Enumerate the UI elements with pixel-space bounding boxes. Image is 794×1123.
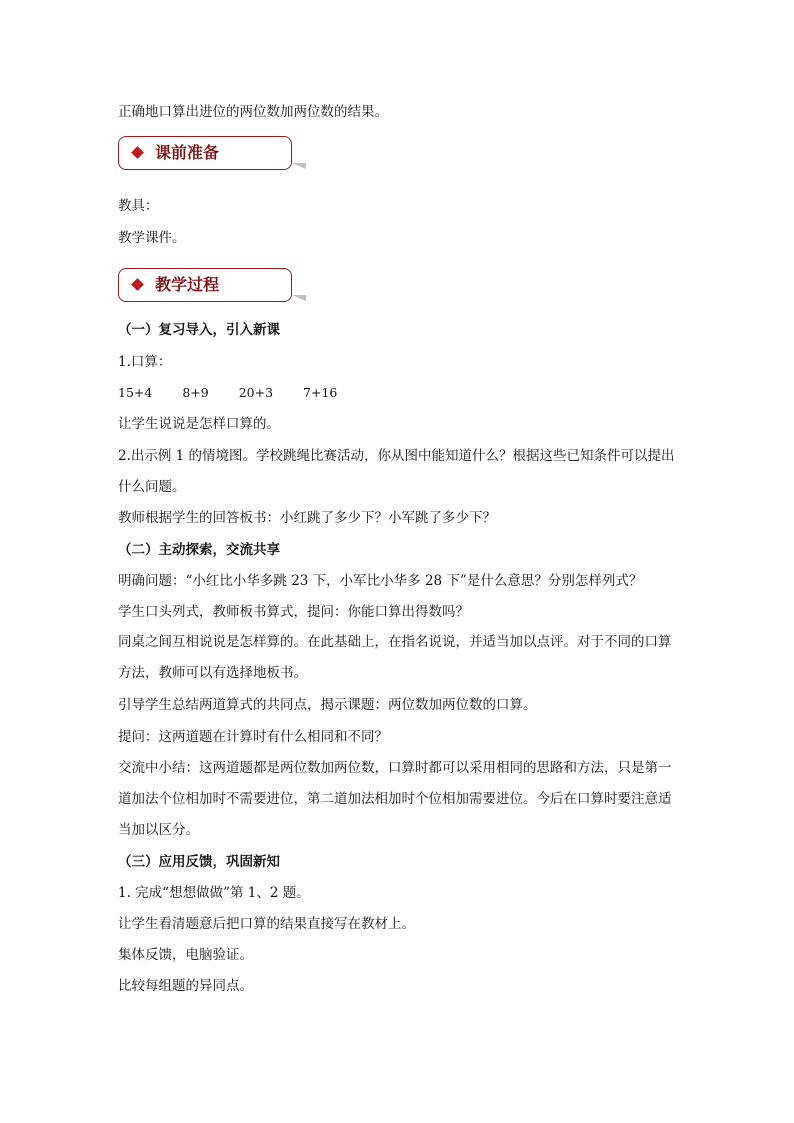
- jiaoju-label: 教具：: [118, 198, 159, 214]
- intro-text: 正确地口算出进位的两位数加两位数的结果。: [118, 104, 388, 120]
- write-results-text: 让学生看清题意后把口算的结果直接写在教材上。: [118, 916, 415, 932]
- summary-text: 交流中小结：这两道题都是两位数加两位数，口算时都可以采用相同的思路和方法，只是第一道加法个位相加时不需要进位，第二道加法相加时个位相加需要进位。今后在口算时要注意适当加以区分。: [118, 760, 672, 838]
- guide-text: 引导学生总结两道算式的共同点，揭示课题：两位数加两位数的口算。: [118, 697, 537, 713]
- section-header-prep: [118, 136, 292, 170]
- section2-title: （二）主动探索，交流共享: [118, 542, 280, 558]
- section-header-process: [118, 268, 292, 302]
- expression: 7+16: [303, 385, 338, 400]
- clarify-text: 明确问题：“小红比小华多跳 23 下，小军比小华多 28 下”是什么意思？分别怎样列式？: [118, 573, 643, 589]
- diamond-bullet-icon: [131, 146, 144, 159]
- oral-formula-text: 学生口头列式，教师板书算式，提问：你能口算出得数吗？: [118, 604, 469, 620]
- header-shadow-tail: [292, 295, 306, 301]
- expressions-row: [118, 383, 363, 403]
- oral-title: 1.口算：: [118, 354, 172, 370]
- expression: 8+9: [182, 385, 209, 400]
- section3-title: （三）应用反馈，巩固新知: [118, 854, 280, 870]
- header-shadow-tail: [292, 163, 306, 169]
- explain-text: 让学生说说是怎样口算的。: [118, 416, 280, 432]
- feedback-text: 集体反馈，电脑验证。: [118, 947, 253, 963]
- compare-text: 比较每组题的异同点。: [118, 978, 253, 994]
- desk-mate-text: 同桌之间互相说说是怎样算的。在此基础上，在指名说说，并适当加以点评。对于不同的口算方法，教师可以有选择地板书。: [118, 634, 672, 681]
- expression: 20+3: [238, 385, 274, 400]
- section-header-title: 教学过程: [155, 275, 220, 294]
- section1-title: （一）复习导入，引入新课: [118, 322, 280, 338]
- teacher-board-text: 教师根据学生的回答板书：小红跳了多少下？小军跳了多少下？: [118, 510, 496, 526]
- question-text: 提问：这两道题在计算时有什么相同和不同？: [118, 729, 388, 745]
- section-header-title: 课前准备: [155, 143, 220, 162]
- complete-text: 1. 完成“想想做做”第 1、2 题。: [118, 885, 310, 901]
- item2-text: 2.出示例 1 的情境图。学校跳绳比赛活动，你从图中能知道什么？根据这些已知条件可以提出什么问题。: [118, 448, 675, 495]
- diamond-bullet-icon: [131, 278, 144, 291]
- jiaoju-value: 教学课件。: [118, 230, 186, 246]
- expression: 15+4: [118, 385, 153, 400]
